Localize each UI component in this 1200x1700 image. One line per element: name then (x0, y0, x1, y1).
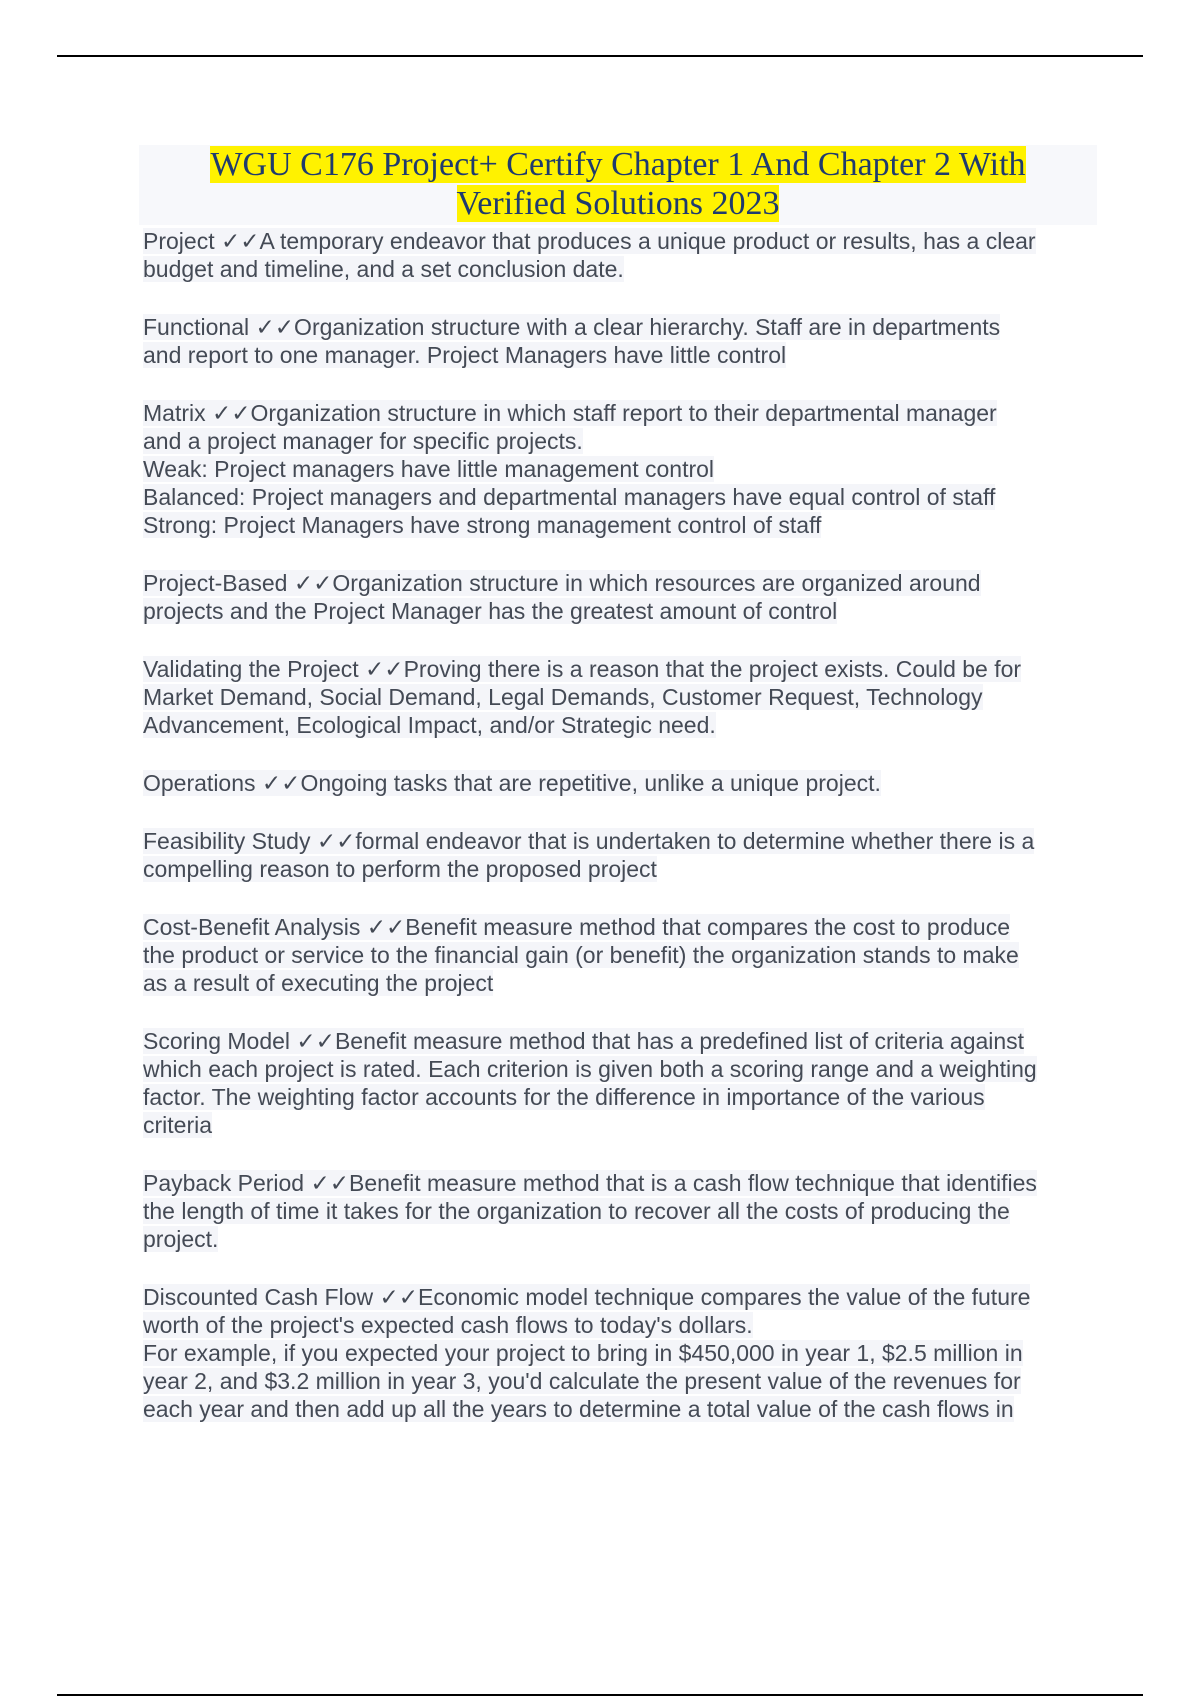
entry-line (143, 711, 1093, 739)
entry-line-text: and a project manager for specific projects. (143, 428, 583, 454)
entry-line-text: Operations ✓✓Ongoing tasks that are repetitive, unlike a unique project. (143, 770, 881, 796)
entry-line (143, 569, 1093, 597)
entry-line-text: the product or service to the financial gain (or benefit) the organization stands to make (143, 942, 1019, 968)
qa-entry (143, 227, 1093, 283)
qa-entry (143, 827, 1093, 883)
top-rule (57, 55, 1143, 57)
entry-line-text: factor. The weighting factor accounts for the difference in importance of the various (143, 1084, 985, 1110)
qa-entry (143, 1169, 1093, 1253)
entry-line (143, 969, 1093, 997)
entry-line (143, 1283, 1093, 1311)
entry-line (143, 511, 1093, 539)
entry-line-text: compelling reason to perform the proposed project (143, 856, 657, 882)
entry-line (143, 769, 1093, 797)
entry-line-text: Cost-Benefit Analysis ✓✓Benefit measure method that compares the cost to produce (143, 914, 1010, 940)
title-line-1: WGU C176 Project+ Certify Chapter 1 And Chapter 2 With (210, 146, 1026, 183)
qa-entry (143, 655, 1093, 739)
entry-line-text: Feasibility Study ✓✓formal endeavor that is undertaken to determine whether there is a (143, 828, 1035, 854)
entry-line (143, 227, 1093, 255)
entry-line (143, 1169, 1093, 1197)
title-line-2: Verified Solutions 2023 (456, 185, 780, 222)
document-title (143, 145, 1093, 223)
entry-line-text: and report to one manager. Project Managers have little control (143, 342, 787, 368)
entry-line (143, 655, 1093, 683)
qa-entry (143, 913, 1093, 997)
entry-line (143, 1225, 1093, 1253)
entry-line (143, 683, 1093, 711)
entry-line-text: Advancement, Ecological Impact, and/or Strategic need. (143, 712, 716, 738)
entry-line-text: For example, if you expected your project to bring in $450,000 in year 1, $2.5 million in (143, 1340, 1023, 1366)
entry-line (143, 1083, 1093, 1111)
qa-entry (143, 569, 1093, 625)
title-block (139, 145, 1097, 225)
entry-line (143, 1311, 1093, 1339)
entry-line (143, 427, 1093, 455)
entry-line-text: worth of the project's expected cash flows to today's dollars. (143, 1312, 753, 1338)
entry-line (143, 1111, 1093, 1139)
entry-line (143, 913, 1093, 941)
entry-line (143, 455, 1093, 483)
document-content (143, 145, 1093, 1423)
entry-line-text: Discounted Cash Flow ✓✓Economic model technique compares the value of the future (143, 1284, 1031, 1310)
entry-line (143, 941, 1093, 969)
entry-line-text: Project ✓✓A temporary endeavor that produces a unique product or results, has a clear (143, 228, 1036, 254)
entry-line (143, 1339, 1093, 1367)
entry-line (143, 399, 1093, 427)
entry-line (143, 1197, 1093, 1225)
entry-line (143, 597, 1093, 625)
entry-line-text: projects and the Project Manager has the greatest amount of control (143, 598, 838, 624)
entry-line-text: as a result of executing the project (143, 970, 494, 996)
entry-line-text: year 2, and $3.2 million in year 3, you'd calculate the present value of the revenues for (143, 1368, 1021, 1394)
entry-line-text: Matrix ✓✓Organization structure in which staff report to their departmental manager (143, 400, 997, 426)
qa-entry (143, 769, 1093, 797)
entry-line-text: Project-Based ✓✓Organization structure in which resources are organized around (143, 570, 981, 596)
entry-line-text: criteria (143, 1112, 213, 1138)
entry-line-text: project. (143, 1226, 219, 1252)
qa-entry (143, 1027, 1093, 1139)
entry-line-text: Validating the Project ✓✓Proving there is a reason that the project exists. Could be for (143, 656, 1022, 682)
entry-line-text: Balanced: Project managers and departmental managers have equal control of staff (143, 484, 996, 510)
entry-line (143, 255, 1093, 283)
bottom-rule (57, 1694, 1143, 1696)
qa-entry (143, 1283, 1093, 1423)
entry-line (143, 827, 1093, 855)
qa-entry (143, 399, 1093, 539)
entry-line-text: budget and timeline, and a set conclusion date. (143, 256, 624, 282)
entry-line (143, 341, 1093, 369)
entry-line-text: which each project is rated. Each criterion is given both a scoring range and a weighting (143, 1056, 1037, 1082)
entry-line-text: Market Demand, Social Demand, Legal Demands, Customer Request, Technology (143, 684, 983, 710)
entry-line-text: Payback Period ✓✓Benefit measure method that is a cash flow technique that identifies (143, 1170, 1037, 1196)
entries-list (143, 227, 1093, 1423)
qa-entry (143, 313, 1093, 369)
entry-line (143, 1027, 1093, 1055)
entry-line-text: Scoring Model ✓✓Benefit measure method that has a predefined list of criteria against (143, 1028, 1025, 1054)
entry-line (143, 1395, 1093, 1423)
entry-line-text: Weak: Project managers have little management control (143, 456, 715, 482)
entry-line (143, 1367, 1093, 1395)
entry-line (143, 1055, 1093, 1083)
entry-line (143, 483, 1093, 511)
entry-line-text: Functional ✓✓Organization structure with a clear hierarchy. Staff are in departments (143, 314, 1001, 340)
entry-line-text: the length of time it takes for the organization to recover all the costs of producing the (143, 1198, 1010, 1224)
entry-line-text: Strong: Project Managers have strong management control of staff (143, 512, 822, 538)
entry-line (143, 855, 1093, 883)
entry-line (143, 313, 1093, 341)
entry-line-text: each year and then add up all the years to determine a total value of the cash flows in (143, 1396, 1014, 1422)
